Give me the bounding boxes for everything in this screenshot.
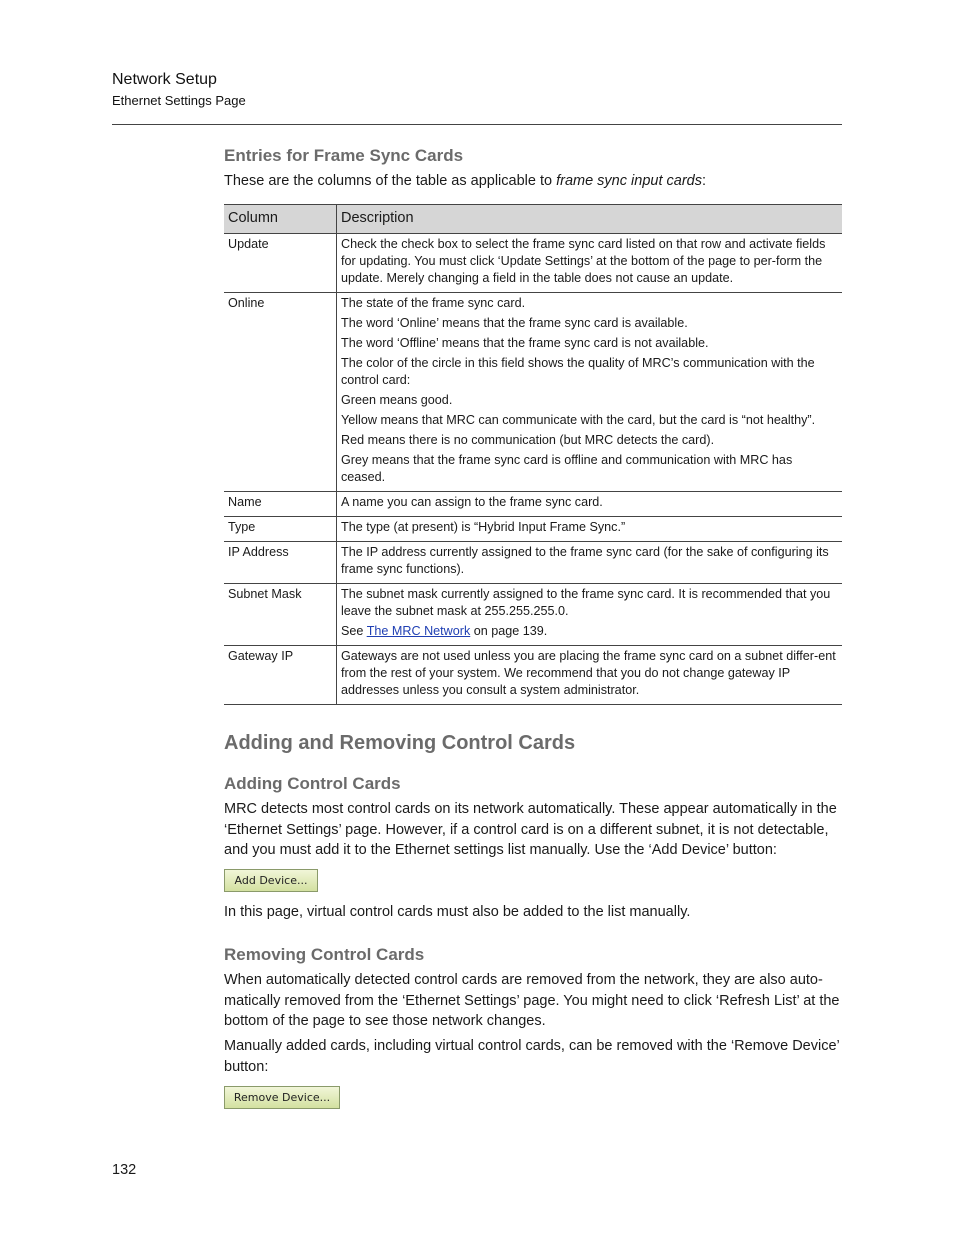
cell-column: Gateway IP [224,646,337,705]
description-line: Check the check box to select the frame sync card listed on that row and activate fields for updating. You must click ‘Update Settings’ at the bottom of the page to per-form the update. Merely changing a field in the table does not cause an update. [341,237,826,285]
running-header-subtitle: Ethernet Settings Page [112,93,246,108]
description-line: The word ‘Online’ means that the frame sync card is available. [341,316,688,330]
removing-paragraph-2: Manually added cards, including virtual control cards, can be removed with the ‘Remove Device’ button: [224,1038,840,1075]
description-line: Grey means that the frame sync card is offline and communication with MRC has ceased. [341,453,793,484]
description-line: Red means there is no communication (but MRC detects the card). [341,433,715,447]
see-suffix: on page 139. [470,624,548,638]
description-line: Yellow means that MRC can communicate with the card, but the card is “not healthy”. [341,413,816,427]
cell-column: Type [224,517,337,542]
heading-adding-control-cards: Adding Control Cards [224,774,401,793]
cell-column: Subnet Mask [224,584,337,646]
see-prefix: See [341,624,367,638]
heading-removing-control-cards: Removing Control Cards [224,945,425,964]
table-row-subnet-mask [224,584,842,646]
heading-adding-removing: Adding and Removing Control Cards [224,732,576,754]
running-header-title: Network Setup [112,71,217,88]
table-row-ip-address [224,542,842,584]
description-line: The subnet mask currently assigned to the frame sync card. It is recommended that you leave the subnet mask at 255.255.255.0. [341,587,831,618]
table-row-gateway-ip [224,646,842,705]
intro-colon: : [701,173,706,189]
cell-description [337,646,843,705]
description-line: The color of the circle in this field shows the quality of MRC’s communication with the control card: [341,356,815,387]
frame-sync-intro [224,171,706,192]
intro-text: These are the columns of the table as applicable to [224,173,557,189]
virtual-cards-note: In this page, virtual control cards must also be added to the list manually. [224,904,691,920]
description-line: Gateways are not used unless you are placing the frame sync card on a subnet differ-ent from the rest of your system. We recommend that you do not change gateway IP addresses unless you consult a system administrator. [341,649,836,697]
adding-paragraph: MRC detects most control cards on its network automatically. These appear automatically in the ‘Ethernet Settings’ page. However, if a control card is on a different subnet, it is not detectable, and you must add it to the Ethernet settings list manually. Use the ‘Add Device’ button: [224,801,837,858]
table-row-update [224,234,842,293]
removing-paragraph-1: When automatically detected control cards are removed from the network, they are also auto-matically removed from the ‘Ethernet Settings’ page. You might need to click ‘Refresh List’ at the bottom of the page to see those network changes. [224,972,840,1029]
description-line: The state of the frame sync card. [341,296,526,310]
table-row-online [224,293,842,492]
cell-description [337,234,843,293]
cell-column: Name [224,492,337,517]
remove-device-button[interactable]: Remove Device... [224,1086,340,1109]
add-device-button[interactable]: Add Device... [224,869,318,892]
description-line: The word ‘Offline’ means that the frame sync card is not available. [341,336,709,350]
cell-column: Online [224,293,337,492]
frame-sync-columns-table [224,204,842,705]
description-line: A name you can assign to the frame sync card. [341,495,603,509]
mrc-network-link[interactable]: The MRC Network [366,624,471,638]
cell-description [337,584,843,646]
column-header: Column [224,205,337,234]
see-reference [341,623,838,640]
cell-column: IP Address [224,542,337,584]
description-line: Green means good. [341,393,453,407]
cell-description [337,492,843,517]
header-divider [112,124,842,125]
intro-italic: frame sync input cards [556,173,702,189]
description-header: Description [337,205,843,234]
table-row-type [224,517,842,542]
cell-description [337,542,843,584]
cell-description [337,517,843,542]
table-row-name [224,492,842,517]
cell-column: Update [224,234,337,293]
table-header-row [224,205,842,234]
description-line: The IP address currently assigned to the frame sync card (for the sake of configuring its frame sync functions). [341,545,829,576]
heading-frame-sync-entries: Entries for Frame Sync Cards [224,146,464,165]
cell-description [337,293,843,492]
description-line: The type (at present) is “Hybrid Input Frame Sync.” [341,520,626,534]
page-number: 132 [112,1162,137,1178]
